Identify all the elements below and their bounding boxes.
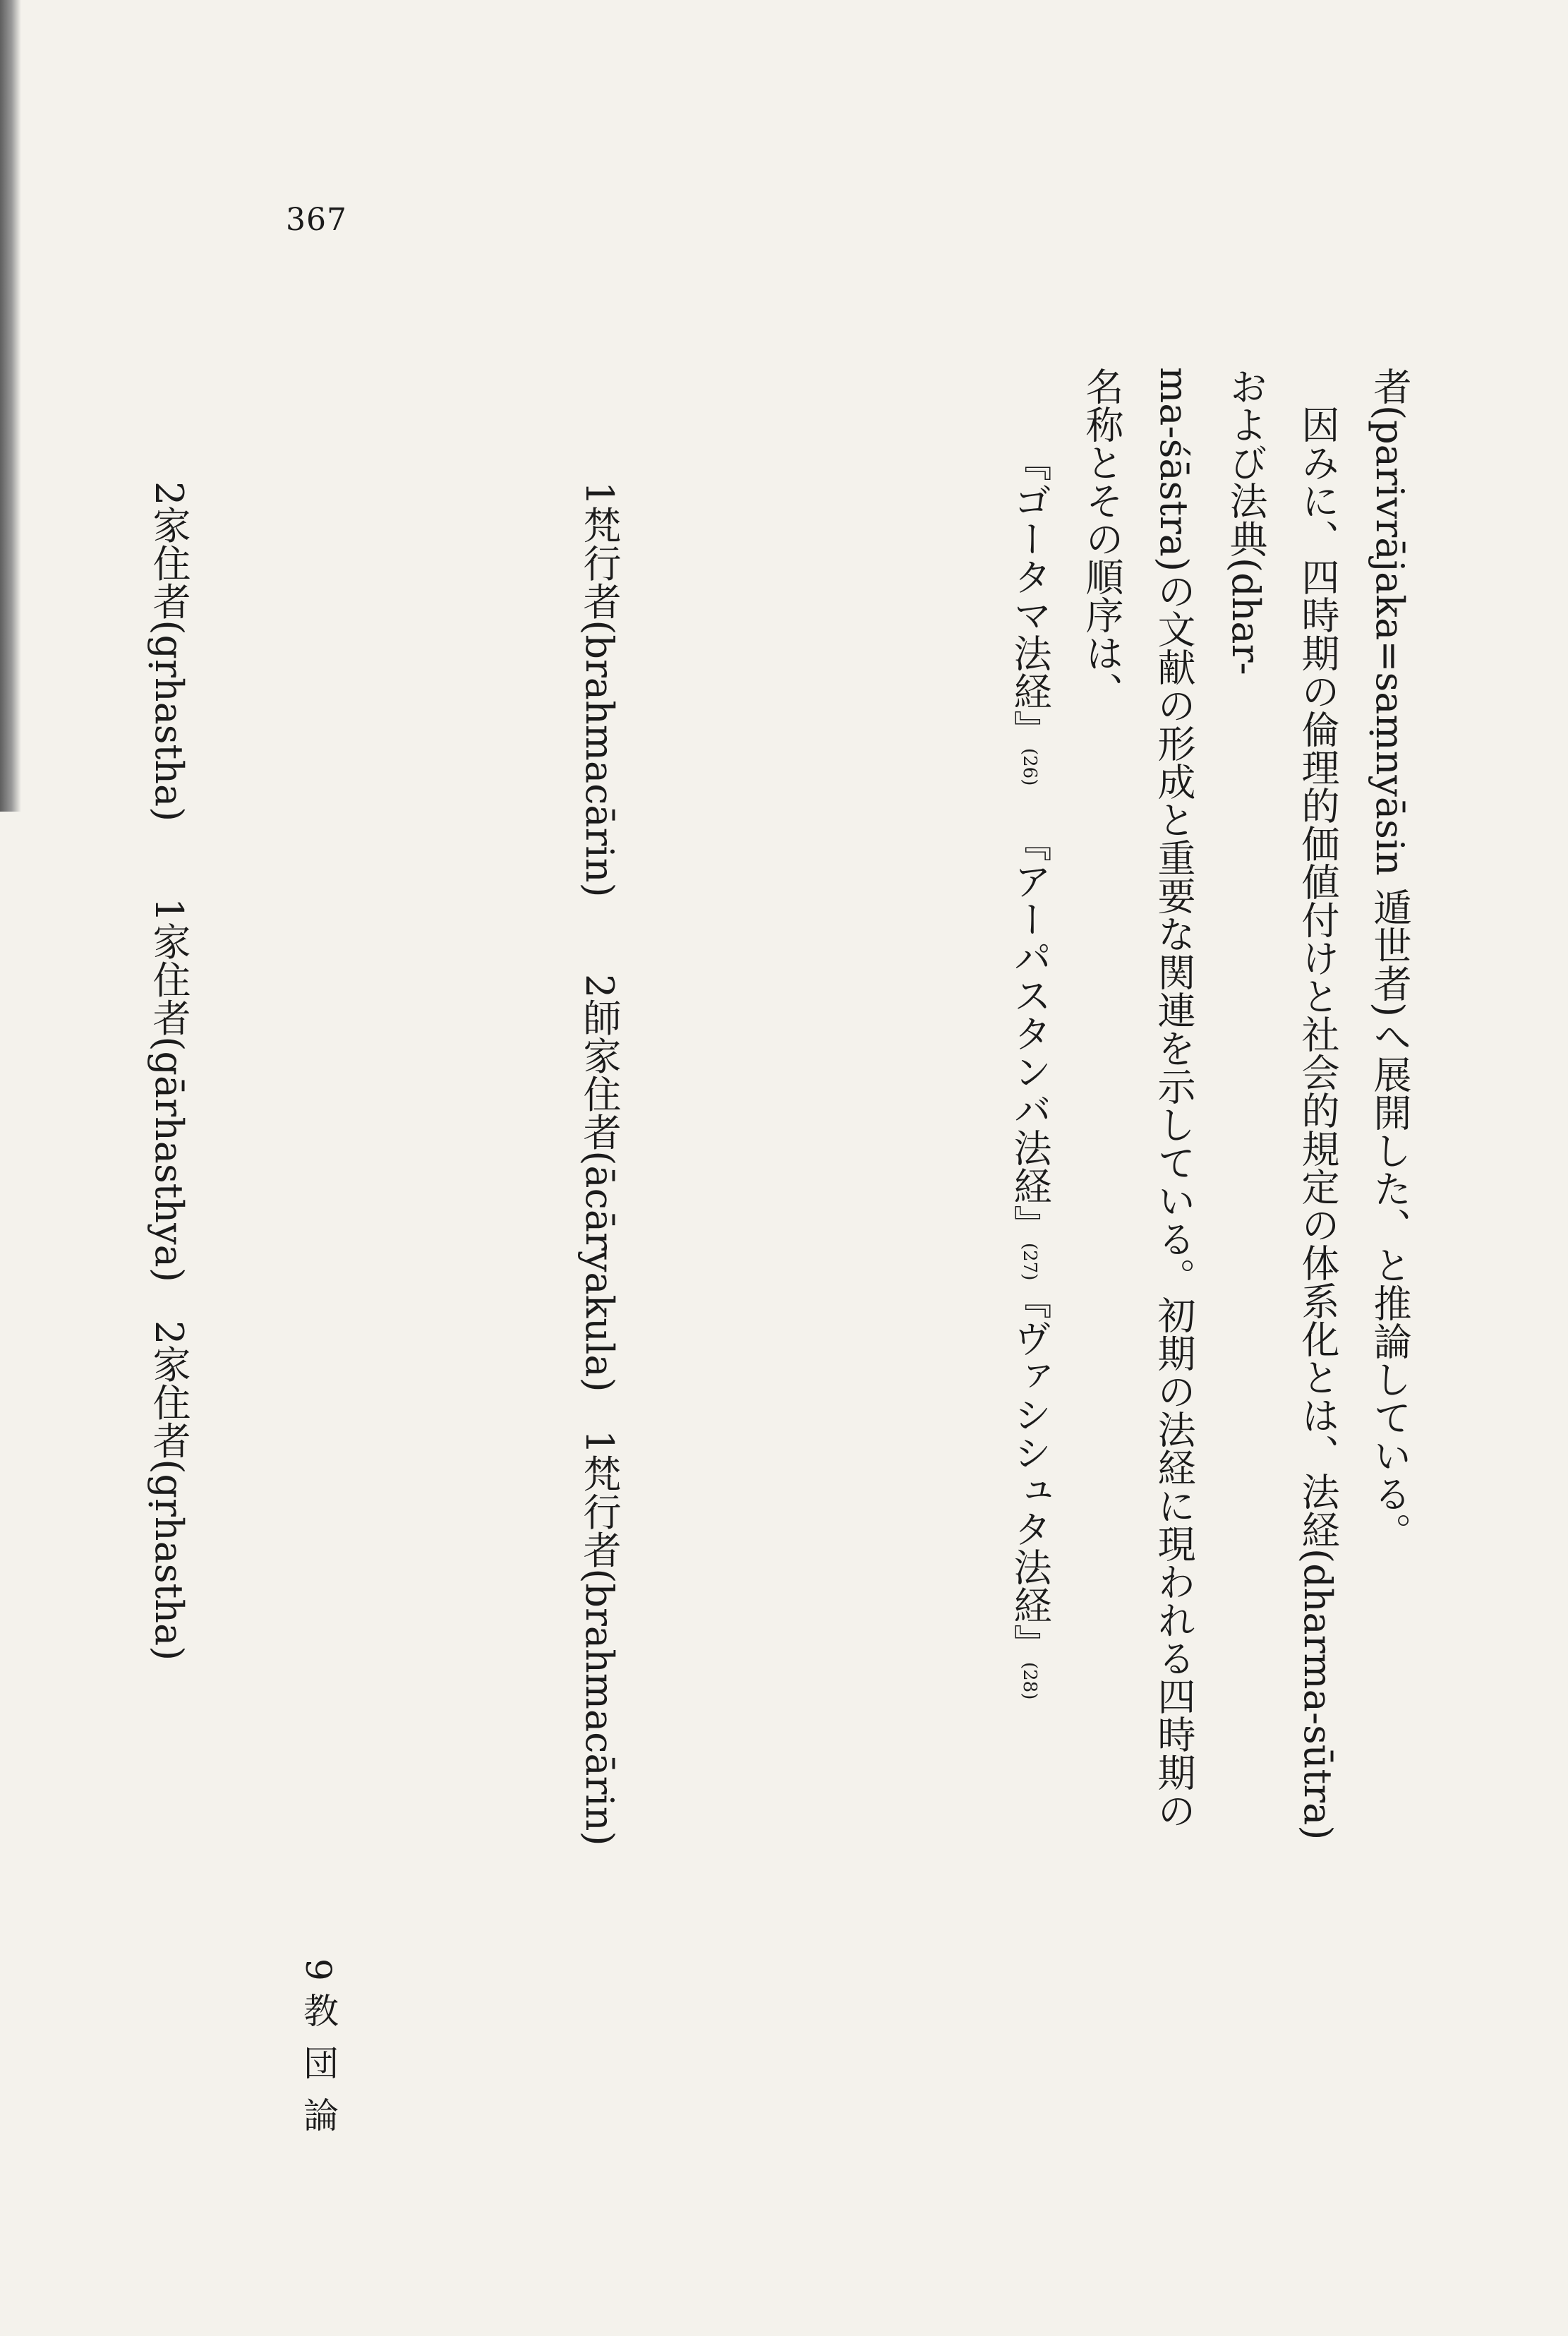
table-row: 1梵行者(brahmacārin)2師家住者(ācāryakula)1梵行者(brahmacārin) xyxy=(577,481,622,1846)
text-line: ma-śāstra)の文献の形成と重要な関連を示している。初期の法経に現われる四時期の名称とその順序は、 xyxy=(1080,367,1196,1830)
section-number: 9 xyxy=(298,1958,339,1981)
section-title: 教団論 xyxy=(298,1992,339,2149)
text-line: 者(parivrājaka=saṃnyāsin 遁世者)へ展開した、と推論している。 xyxy=(1368,367,1412,1551)
table-row: 2家住者(gṛhastha)1家住者(gārhasthya)2家住者(gṛhastha) xyxy=(147,481,191,1661)
table-column-title: 『アーパスタンバ法経』(27) xyxy=(1008,824,1052,1281)
body-text xyxy=(147,367,1425,1849)
text-line: 因みに、四時期の倫理的価値付けと社会的規定の体系化とは、法経(dharma-sūtra)および法典(dhar- xyxy=(1224,367,1340,1841)
section-footer xyxy=(293,1958,352,2149)
table-header-row xyxy=(635,367,1066,1849)
table-column-title: 『ゴータマ法経』(26) xyxy=(1008,443,1052,786)
page-number: 367 xyxy=(286,202,347,238)
table-column-title: 『ヴァシシュタ法経』(28) xyxy=(1008,1280,1052,1700)
